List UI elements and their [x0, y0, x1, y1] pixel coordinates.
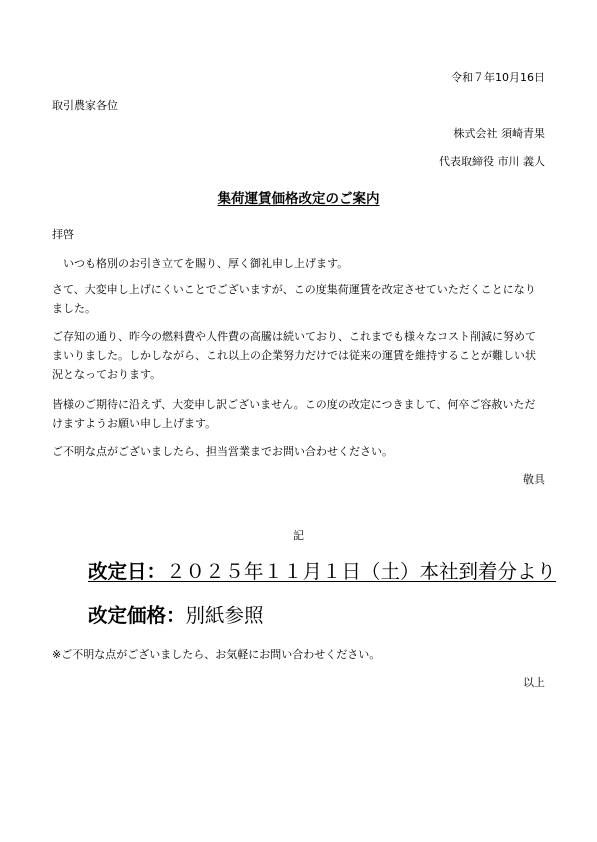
paragraph-greeting: いつも格別のお引き立てを賜り、厚く御礼申し上げます。 — [52, 257, 349, 270]
company-name: 株式会社 須崎青果 — [453, 127, 545, 140]
closing-salutation: 敬具 — [523, 473, 545, 486]
letter-date: 令和７年10月16日 — [451, 71, 545, 84]
revision-date — [88, 559, 556, 585]
revision-price-value: 別紙参照 — [185, 604, 264, 627]
end-marker: 以上 — [523, 676, 545, 689]
revision-date-label: 改定日： — [88, 560, 167, 583]
paragraph-apology: 皆様のご期待に沿えず、大変申し訳ございません。この度の改定につきまして、何卒ご容赦いただけますようお願い申し上げます。 — [52, 398, 536, 430]
representative: 代表取締役 市川 義人 — [439, 155, 545, 168]
opening-salutation: 拝啓 — [52, 228, 74, 241]
document-title-text: 集荷運賃価格改定のご案内 — [217, 191, 380, 207]
revision-date-value: ２０２５年１１月１日（土）本社到着分より — [166, 560, 557, 583]
footnote: ※ご不明な点がございましたら、お気軽にお問い合わせください。 — [52, 648, 381, 661]
ki-marker: 記 — [293, 529, 304, 542]
revision-price — [88, 603, 264, 629]
document-title — [0, 190, 597, 208]
recipient: 取引農家各位 — [52, 99, 118, 112]
paragraph-reason: ご存知の通り、昨今の燃料費や人件費の高騰は続いており、これまでも様々なコスト削減に努めてまいりました。しかしながら、これ以上の企業努力だけでは従来の運賃を維持することが難しい状況となっております。 — [52, 330, 536, 381]
paragraph-announcement: さて、大変申し上げにくいことでございますが、この度集荷運賃を改定させていただくことになりました。 — [52, 283, 536, 315]
revision-price-label: 改定価格： — [88, 604, 186, 627]
paragraph-contact: ご不明な点がございましたら、担当営業までお問い合わせください。 — [52, 445, 393, 458]
